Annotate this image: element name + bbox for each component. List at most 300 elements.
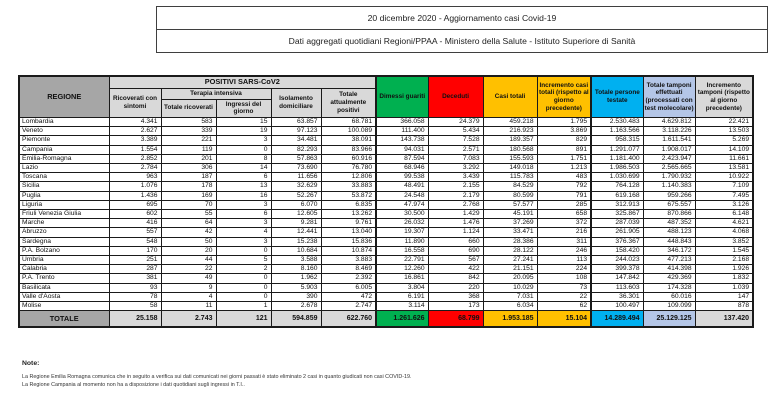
total-cell: 594.859 <box>271 311 321 328</box>
region-name: Sardegna <box>19 237 109 246</box>
data-cell: 12.605 <box>271 209 321 218</box>
data-cell: 76.780 <box>321 163 376 172</box>
data-cell: 5.434 <box>428 127 483 136</box>
data-cell: 53.872 <box>321 191 376 200</box>
table-row <box>19 274 753 283</box>
header-incremento-casi: Incremento casi totali (rispetto al giorno precedente) <box>537 76 591 117</box>
data-cell: 6.148 <box>695 209 753 218</box>
data-cell: 4.341 <box>109 117 161 126</box>
data-cell: 958.315 <box>591 136 643 145</box>
data-cell: 2.571 <box>428 145 483 154</box>
data-cell: 6.070 <box>271 200 321 209</box>
notes-title: Note: <box>22 360 40 367</box>
region-name: Marche <box>19 219 109 228</box>
table-row <box>19 237 753 246</box>
header-ingressi-giorno: Ingressi del giorno <box>216 99 271 117</box>
data-cell: 62 <box>537 302 591 311</box>
data-cell: 8.160 <box>271 265 321 274</box>
region-name: Campania <box>19 145 109 154</box>
data-cell: 19 <box>216 127 271 136</box>
data-cell: 312.913 <box>591 200 643 209</box>
data-cell: 1.790.932 <box>643 173 695 182</box>
data-cell: 675.557 <box>643 200 695 209</box>
report-subtitle: Dati aggregati quotidiani Regioni/PPAA - Ministero della Salute - Istituto Superiore di Sanità <box>288 36 636 46</box>
data-cell: 5 <box>216 255 271 264</box>
data-cell: 0 <box>216 246 271 255</box>
region-name: Molise <box>19 302 109 311</box>
data-cell: 42 <box>161 228 216 237</box>
header-persone-testate: Totale persone testate <box>591 76 643 117</box>
data-cell: 115.783 <box>483 173 537 182</box>
data-cell: 57.863 <box>271 154 321 163</box>
region-name: P.A. Trento <box>19 274 109 283</box>
data-cell: 448.843 <box>643 237 695 246</box>
data-cell: 52.267 <box>271 191 321 200</box>
table-row <box>19 255 753 264</box>
data-cell: 7.495 <box>695 191 753 200</box>
region-name: Calabria <box>19 265 109 274</box>
total-cell: 25.129.125 <box>643 311 695 328</box>
data-cell: 27.241 <box>483 255 537 264</box>
region-name: Friuli Venezia Giulia <box>19 209 109 218</box>
data-cell: 842 <box>428 274 483 283</box>
header-isolamento: Isolamento domiciliare <box>271 88 321 117</box>
data-cell: 285 <box>537 200 591 209</box>
data-cell: 2.423.947 <box>643 154 695 163</box>
table-row <box>19 117 753 126</box>
data-cell: 483 <box>537 173 591 182</box>
region-name: P.A. Bolzano <box>19 246 109 255</box>
data-cell: 3.114 <box>376 302 428 311</box>
data-cell: 15.238 <box>271 237 321 246</box>
data-cell: 2 <box>216 265 271 274</box>
data-cell: 58 <box>109 302 161 311</box>
data-cell: 0 <box>216 292 271 301</box>
data-cell: 2.768 <box>428 200 483 209</box>
data-cell: 390 <box>271 292 321 301</box>
data-cell: 1.832 <box>695 274 753 283</box>
data-cell: 4 <box>161 292 216 301</box>
data-cell: 78 <box>109 292 161 301</box>
data-cell: 12.260 <box>376 265 428 274</box>
data-cell: 3.804 <box>376 283 428 292</box>
data-cell: 14.109 <box>695 145 753 154</box>
data-cell: 2.784 <box>109 163 161 172</box>
data-cell: 3.292 <box>428 163 483 172</box>
data-cell: 34.481 <box>271 136 321 145</box>
total-cell: 137.420 <box>695 311 753 328</box>
data-cell: 49 <box>161 274 216 283</box>
data-cell: 119 <box>161 145 216 154</box>
data-cell: 73 <box>537 283 591 292</box>
data-cell: 963 <box>109 173 161 182</box>
table-row <box>19 173 753 182</box>
data-cell: 22 <box>537 292 591 301</box>
data-cell: 30.500 <box>376 209 428 218</box>
data-cell: 3 <box>216 237 271 246</box>
total-cell: 25.158 <box>109 311 161 328</box>
data-cell: 216.923 <box>483 127 537 136</box>
table-row <box>19 182 753 191</box>
data-cell: 4 <box>216 228 271 237</box>
data-cell: 487.352 <box>643 219 695 228</box>
data-cell: 325.867 <box>591 209 643 218</box>
data-cell: 557 <box>109 228 161 237</box>
data-cell: 1.181.400 <box>591 154 643 163</box>
data-cell: 7.109 <box>695 182 753 191</box>
data-cell: 13.503 <box>695 127 753 136</box>
data-cell: 24.379 <box>428 117 483 126</box>
data-cell: 100.089 <box>321 127 376 136</box>
total-cell: 622.760 <box>321 311 376 328</box>
data-cell: 50 <box>161 237 216 246</box>
data-cell: 3 <box>216 136 271 145</box>
data-cell: 13.581 <box>695 163 753 172</box>
data-cell: 57.577 <box>483 200 537 209</box>
header-dimessi-guariti: Dimessi guariti <box>376 76 428 117</box>
data-cell: 422 <box>428 265 483 274</box>
data-cell: 619.168 <box>591 191 643 200</box>
data-cell: 109.099 <box>643 302 695 311</box>
data-cell: 84.529 <box>483 182 537 191</box>
data-cell: 7.083 <box>428 154 483 163</box>
data-cell: 251 <box>109 255 161 264</box>
header-incremento-tamponi: Incremento tamponi (rispetto al giorno precedente) <box>695 76 753 117</box>
data-cell: 24.548 <box>376 191 428 200</box>
data-cell: 73.690 <box>271 163 321 172</box>
data-cell: 0 <box>216 274 271 283</box>
data-cell: 261.905 <box>591 228 643 237</box>
data-cell: 1.163.566 <box>591 127 643 136</box>
table-row <box>19 219 753 228</box>
data-cell: 33.471 <box>483 228 537 237</box>
data-cell: 170 <box>109 246 161 255</box>
table-row <box>19 154 753 163</box>
data-cell: 6 <box>216 173 271 182</box>
data-cell: 1.962 <box>271 274 321 283</box>
total-cell: 1.953.185 <box>483 311 537 328</box>
data-cell: 15.836 <box>321 237 376 246</box>
data-cell: 287.039 <box>591 219 643 228</box>
data-cell: 416 <box>109 219 161 228</box>
data-cell: 87.594 <box>376 154 428 163</box>
data-cell: 4.629.812 <box>643 117 695 126</box>
data-cell: 2.530.483 <box>591 117 643 126</box>
data-cell: 764.128 <box>591 182 643 191</box>
table-row <box>19 191 753 200</box>
data-cell: 3.588 <box>271 255 321 264</box>
data-cell: 5.903 <box>271 283 321 292</box>
data-cell: 82.293 <box>271 145 321 154</box>
data-cell: 16.558 <box>376 246 428 255</box>
data-cell: 368 <box>428 292 483 301</box>
region-name: Basilicata <box>19 283 109 292</box>
data-cell: 11.890 <box>376 237 428 246</box>
data-cell: 28.386 <box>483 237 537 246</box>
data-cell: 339 <box>161 127 216 136</box>
data-cell: 13.262 <box>321 209 376 218</box>
table-row <box>19 302 753 311</box>
data-cell: 94.031 <box>376 145 428 154</box>
header-positivi-group: POSITIVI SARS-CoV2 <box>109 76 376 88</box>
data-cell: 20.095 <box>483 274 537 283</box>
header-tamponi: Totale tamponi effettuati (processati con test molecolare) <box>643 76 695 117</box>
data-cell: 173 <box>428 302 483 311</box>
data-cell: 97.123 <box>271 127 321 136</box>
data-cell: 158.420 <box>591 246 643 255</box>
data-cell: 414.398 <box>643 265 695 274</box>
data-cell: 100.497 <box>591 302 643 311</box>
table-row <box>19 292 753 301</box>
data-cell: 149.018 <box>483 163 537 172</box>
data-cell: 99.538 <box>376 173 428 182</box>
data-cell: 1.039 <box>695 283 753 292</box>
region-name: Umbria <box>19 255 109 264</box>
data-cell: 376.367 <box>591 237 643 246</box>
data-cell: 287 <box>109 265 161 274</box>
data-cell: 1.076 <box>109 182 161 191</box>
data-cell: 2.852 <box>109 154 161 163</box>
data-cell: 47.974 <box>376 200 428 209</box>
data-cell: 3.118.226 <box>643 127 695 136</box>
data-cell: 429.369 <box>643 274 695 283</box>
data-cell: 1.545 <box>695 246 753 255</box>
data-cell: 567 <box>428 255 483 264</box>
data-cell: 37.269 <box>483 219 537 228</box>
data-cell: 111.400 <box>376 127 428 136</box>
data-cell: 878 <box>695 302 753 311</box>
data-cell: 6.835 <box>321 200 376 209</box>
data-cell: 22.421 <box>695 117 753 126</box>
region-name: Veneto <box>19 127 109 136</box>
data-cell: 372 <box>537 219 591 228</box>
header-deceduti: Deceduti <box>428 76 483 117</box>
data-cell: 36.301 <box>591 292 643 301</box>
total-cell: 68.799 <box>428 311 483 328</box>
data-cell: 1.030.699 <box>591 173 643 182</box>
total-row <box>19 311 753 328</box>
data-cell: 477.213 <box>643 255 695 264</box>
data-cell: 220 <box>428 283 483 292</box>
data-cell: 9.281 <box>271 219 321 228</box>
data-cell: 1.291.077 <box>591 145 643 154</box>
data-cell: 548 <box>109 237 161 246</box>
table-row <box>19 283 753 292</box>
data-cell: 459.218 <box>483 117 537 126</box>
data-cell: 20 <box>161 246 216 255</box>
region-name: Lombardia <box>19 117 109 126</box>
data-cell: 10.029 <box>483 283 537 292</box>
data-cell: 224 <box>537 265 591 274</box>
data-cell: 174.328 <box>643 283 695 292</box>
data-cell: 143.738 <box>376 136 428 145</box>
data-cell: 1.554 <box>109 145 161 154</box>
data-cell: 6.034 <box>483 302 537 311</box>
data-cell: 60.916 <box>321 154 376 163</box>
data-cell: 38.091 <box>321 136 376 145</box>
total-cell: 121 <box>216 311 271 328</box>
data-cell: 93 <box>109 283 161 292</box>
total-cell: 1.261.626 <box>376 311 428 328</box>
data-cell: 187 <box>161 173 216 182</box>
report-title: 20 dicembre 2020 - Aggiornamento casi Covid-19 <box>157 7 767 30</box>
data-cell: 7.031 <box>483 292 537 301</box>
table-row <box>19 209 753 218</box>
data-cell: 201 <box>161 154 216 163</box>
data-cell: 3.389 <box>109 136 161 145</box>
data-cell: 346.172 <box>643 246 695 255</box>
data-cell: 4.621 <box>695 219 753 228</box>
data-cell: 70 <box>161 200 216 209</box>
data-cell: 695 <box>109 200 161 209</box>
data-cell: 28.122 <box>483 246 537 255</box>
table-row <box>19 145 753 154</box>
data-cell: 169 <box>161 191 216 200</box>
data-cell: 4.068 <box>695 228 753 237</box>
data-cell: 113 <box>537 255 591 264</box>
data-cell: 366.058 <box>376 117 428 126</box>
data-cell: 44 <box>161 255 216 264</box>
data-cell: 2.155 <box>428 182 483 191</box>
data-cell: 147.842 <box>591 274 643 283</box>
data-cell: 21.151 <box>483 265 537 274</box>
header-casi-totali: Casi totali <box>483 76 537 117</box>
data-cell: 3 <box>216 219 271 228</box>
data-cell: 108 <box>537 274 591 283</box>
data-cell: 1.611.541 <box>643 136 695 145</box>
data-cell: 246 <box>537 246 591 255</box>
data-cell: 178 <box>161 182 216 191</box>
data-cell: 55 <box>161 209 216 218</box>
data-cell: 10.922 <box>695 173 753 182</box>
data-cell: 11.661 <box>695 154 753 163</box>
table-row <box>19 246 753 255</box>
data-cell: 1.795 <box>537 117 591 126</box>
data-cell: 1.213 <box>537 163 591 172</box>
data-cell: 959.266 <box>643 191 695 200</box>
data-cell: 3.439 <box>428 173 483 182</box>
notes-section <box>22 360 752 389</box>
header-terapia-intensiva: Terapia intensiva <box>161 88 271 99</box>
data-cell: 0 <box>216 145 271 154</box>
data-cell: 12.806 <box>321 173 376 182</box>
data-cell: 3.883 <box>321 255 376 264</box>
data-cell: 3.126 <box>695 200 753 209</box>
data-cell: 22.791 <box>376 255 428 264</box>
table-row <box>19 265 753 274</box>
total-label: TOTALE <box>19 311 109 328</box>
data-cell: 8 <box>216 154 271 163</box>
region-name: Valle d'Aosta <box>19 292 109 301</box>
data-cell: 791 <box>537 191 591 200</box>
data-cell: 83.966 <box>321 145 376 154</box>
data-cell: 9.761 <box>321 219 376 228</box>
data-cell: 1.908.017 <box>643 145 695 154</box>
region-name: Toscana <box>19 173 109 182</box>
data-cell: 2.392 <box>321 274 376 283</box>
data-cell: 306 <box>161 163 216 172</box>
data-cell: 6 <box>216 209 271 218</box>
header-regione: REGIONE <box>19 76 109 117</box>
data-cell: 2.747 <box>321 302 376 311</box>
note-line: La Regione Emilia Romagna comunica che in seguito a verifica sui dati comunicati nei giorni passati è stato eliminato 2 casi in quanto giudicati non casi COVID-19. <box>22 374 412 380</box>
header-attualmente-positivi: Totale attualmente positivi <box>321 88 376 117</box>
data-cell: 19.307 <box>376 228 428 237</box>
data-cell: 64 <box>161 219 216 228</box>
data-cell: 10.874 <box>321 246 376 255</box>
data-cell: 15 <box>216 117 271 126</box>
data-cell: 7.528 <box>428 136 483 145</box>
report-header-box <box>156 6 768 53</box>
data-cell: 381 <box>109 274 161 283</box>
data-cell: 13 <box>216 182 271 191</box>
data-cell: 5.269 <box>695 136 753 145</box>
data-cell: 13.040 <box>321 228 376 237</box>
data-cell: 2.179 <box>428 191 483 200</box>
data-cell: 488.123 <box>643 228 695 237</box>
data-cell: 660 <box>428 237 483 246</box>
data-cell: 244.023 <box>591 255 643 264</box>
data-cell: 32.629 <box>271 182 321 191</box>
region-name: Liguria <box>19 200 109 209</box>
data-cell: 60.016 <box>643 292 695 301</box>
data-cell: 583 <box>161 117 216 126</box>
region-name: Sicilia <box>19 182 109 191</box>
data-cell: 690 <box>428 246 483 255</box>
table-row <box>19 127 753 136</box>
data-cell: 1.436 <box>109 191 161 200</box>
data-cell: 68.946 <box>376 163 428 172</box>
data-cell: 147 <box>695 292 753 301</box>
data-cell: 1.429 <box>428 209 483 218</box>
data-cell: 11.656 <box>271 173 321 182</box>
covid-data-table <box>18 75 754 328</box>
data-cell: 8.469 <box>321 265 376 274</box>
data-cell: 472 <box>321 292 376 301</box>
data-cell: 658 <box>537 209 591 218</box>
data-cell: 2.627 <box>109 127 161 136</box>
data-cell: 12.441 <box>271 228 321 237</box>
data-cell: 1.751 <box>537 154 591 163</box>
data-cell: 399.378 <box>591 265 643 274</box>
data-cell: 11 <box>161 302 216 311</box>
data-cell: 180.568 <box>483 145 537 154</box>
header-ricoverati-sintomi: Ricoverati con sintomi <box>109 88 161 117</box>
data-cell: 891 <box>537 145 591 154</box>
total-cell: 15.104 <box>537 311 591 328</box>
data-cell: 1.926 <box>695 265 753 274</box>
data-cell: 216 <box>537 228 591 237</box>
data-cell: 792 <box>537 182 591 191</box>
data-cell: 26.032 <box>376 219 428 228</box>
data-cell: 14 <box>216 163 271 172</box>
data-cell: 870.866 <box>643 209 695 218</box>
total-cell: 14.289.494 <box>591 311 643 328</box>
data-cell: 33.883 <box>321 182 376 191</box>
data-cell: 829 <box>537 136 591 145</box>
data-cell: 602 <box>109 209 161 218</box>
data-cell: 2.678 <box>271 302 321 311</box>
data-cell: 0 <box>216 283 271 292</box>
data-cell: 189.357 <box>483 136 537 145</box>
data-cell: 1.124 <box>428 228 483 237</box>
header-totale-ricoverati: Totale ricoverati <box>161 99 216 117</box>
data-cell: 3.869 <box>537 127 591 136</box>
data-cell: 22 <box>161 265 216 274</box>
data-cell: 80.599 <box>483 191 537 200</box>
data-cell: 45.191 <box>483 209 537 218</box>
data-cell: 63.857 <box>271 117 321 126</box>
